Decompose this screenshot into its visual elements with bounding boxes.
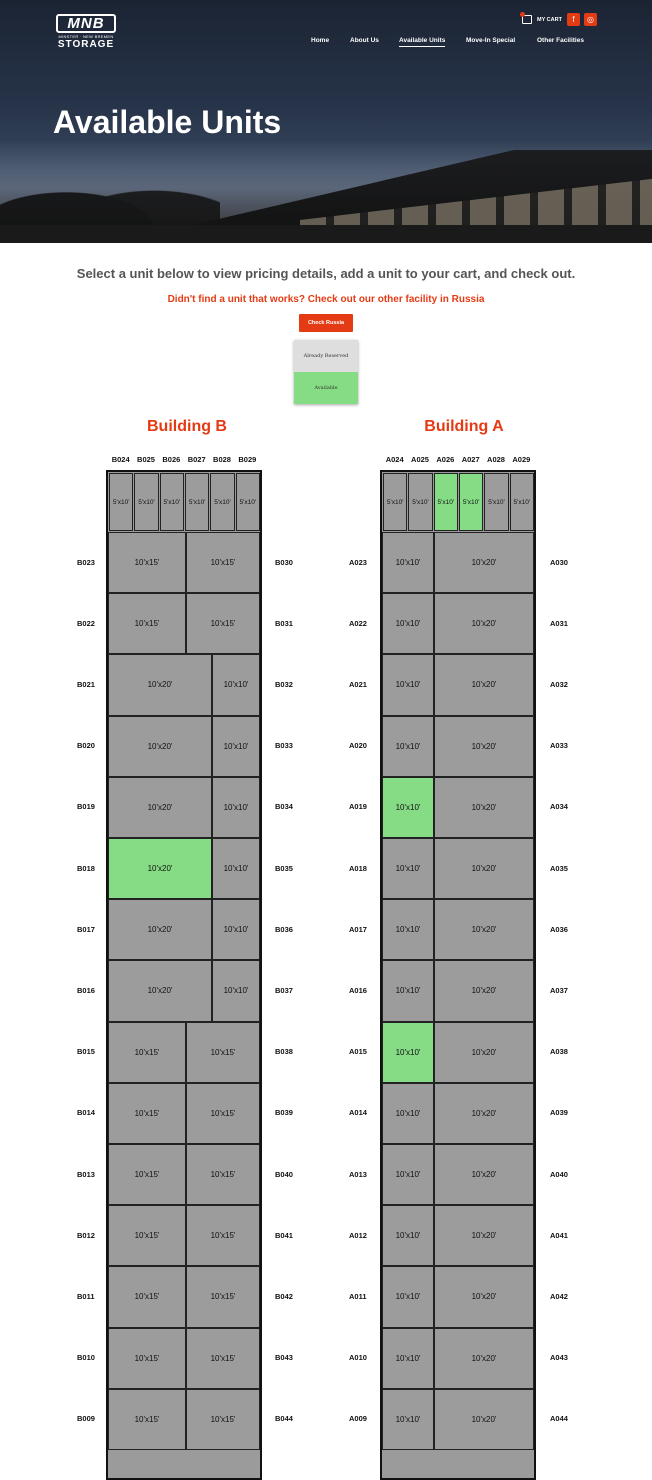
storage-unit-a026[interactable]: 5'x10': [434, 473, 458, 531]
storage-unit-a044[interactable]: 10'x20': [434, 1389, 534, 1450]
storage-unit-b044[interactable]: 10'x15': [186, 1389, 260, 1450]
unit-row-label: A022: [349, 618, 367, 628]
storage-unit-a014[interactable]: 10'x10': [382, 1083, 434, 1144]
unit-row-label: B043: [275, 1353, 293, 1363]
storage-unit-b030[interactable]: 10'x15': [186, 532, 260, 593]
unit-column-label: B026: [162, 455, 181, 464]
unit-row-label: A019: [349, 802, 367, 812]
storage-unit-b026[interactable]: 5'x10': [160, 473, 184, 531]
unit-row-label: A038: [550, 1047, 568, 1057]
storage-unit-b033[interactable]: 10'x10': [212, 716, 260, 777]
unit-row-label: B017: [77, 924, 95, 934]
storage-unit-a040[interactable]: 10'x20': [434, 1144, 534, 1205]
storage-unit-b037[interactable]: 10'x10': [212, 960, 260, 1021]
unit-row-label: B013: [77, 1169, 95, 1179]
storage-unit-a031[interactable]: 10'x20': [434, 593, 534, 654]
unit-column-label: B028: [213, 455, 231, 464]
unit-row-label: B033: [275, 741, 293, 751]
storage-unit-a018[interactable]: 10'x10': [382, 838, 434, 899]
unit-row-label: B034: [275, 802, 293, 812]
unit-row-label: A040: [550, 1169, 568, 1179]
storage-unit-b023[interactable]: 10'x15': [108, 532, 186, 593]
storage-unit-b034[interactable]: 10'x10': [212, 777, 260, 838]
storage-unit-b040[interactable]: 10'x15': [186, 1144, 260, 1205]
main-nav: [300, 36, 620, 48]
storage-unit-a035[interactable]: 10'x20': [434, 838, 534, 899]
unit-column-label: A025: [411, 455, 429, 464]
storage-unit-a032[interactable]: 10'x20': [434, 654, 534, 715]
instagram-icon[interactable]: ◎: [584, 13, 597, 26]
unit-row-label: B019: [77, 802, 95, 812]
storage-unit-b036[interactable]: 10'x10': [212, 899, 260, 960]
unit-row-label: A034: [550, 802, 568, 812]
storage-unit-b025[interactable]: 5'x10': [134, 473, 158, 531]
unit-row-label: B044: [275, 1414, 293, 1424]
storage-unit-a017[interactable]: 10'x10': [382, 899, 434, 960]
unit-row-label: B041: [275, 1230, 293, 1240]
unit-row-label: A044: [550, 1414, 568, 1424]
logo-word: STORAGE: [57, 39, 115, 50]
unit-row-label: A009: [349, 1414, 367, 1424]
storage-unit-b041[interactable]: 10'x15': [186, 1205, 260, 1266]
storage-unit-a027[interactable]: 5'x10': [459, 473, 483, 531]
storage-unit-b011[interactable]: 10'x15': [108, 1266, 186, 1327]
building-a-plan: [380, 470, 536, 1480]
unit-row-label: B040: [275, 1169, 293, 1179]
storage-unit-b019[interactable]: 10'x20': [108, 777, 212, 838]
storage-unit-a028[interactable]: 5'x10': [484, 473, 508, 531]
unit-column-label: B027: [187, 455, 206, 464]
unit-row-label: A023: [349, 557, 367, 567]
building-b-title: Building B: [147, 418, 227, 435]
storage-unit-a029[interactable]: 5'x10': [510, 473, 534, 531]
unit-row-label: A016: [349, 986, 367, 995]
hero-ground: [0, 225, 652, 243]
unit-row-label: A031: [550, 618, 568, 628]
storage-unit-b024[interactable]: 5'x10': [109, 473, 133, 531]
storage-unit-a009[interactable]: 10'x10': [382, 1389, 434, 1450]
unit-row-label: B012: [77, 1230, 95, 1240]
storage-unit-a039[interactable]: 10'x20': [434, 1083, 534, 1144]
unit-row-label: B011: [77, 1292, 95, 1301]
unit-column-label: B024: [111, 455, 130, 464]
storage-unit-b018[interactable]: 10'x20': [108, 838, 212, 899]
intro-text: Select a unit below to view pricing details, add a unit to your cart, and check out.: [76, 266, 576, 281]
unit-row-label: A012: [349, 1230, 367, 1240]
nav-about-us[interactable]: About Us: [350, 37, 379, 44]
unit-row-label: A032: [550, 680, 568, 689]
unit-column-label: A029: [512, 455, 531, 464]
legend-available: Available: [294, 372, 358, 404]
storage-unit-a010[interactable]: 10'x10': [382, 1328, 434, 1389]
storage-unit-a037[interactable]: 10'x20': [434, 960, 534, 1021]
unit-row-label: B031: [275, 618, 293, 628]
storage-unit-b022[interactable]: 10'x15': [108, 593, 186, 654]
storage-unit-b017[interactable]: 10'x20': [108, 899, 212, 960]
storage-unit-b029[interactable]: 5'x10': [236, 473, 260, 531]
storage-unit-b009[interactable]: 10'x15': [108, 1389, 186, 1450]
unit-row-label: A033: [550, 741, 568, 751]
storage-unit-b035[interactable]: 10'x10': [212, 838, 260, 899]
site-logo[interactable]: [56, 14, 116, 48]
storage-unit-a016[interactable]: 10'x10': [382, 960, 434, 1021]
storage-unit-a036[interactable]: 10'x20': [434, 899, 534, 960]
storage-unit-b012[interactable]: 10'x15': [108, 1205, 186, 1266]
unit-row-label: A039: [550, 1108, 568, 1118]
storage-unit-a038[interactable]: 10'x20': [434, 1022, 534, 1083]
storage-unit-a023[interactable]: 10'x10': [382, 532, 434, 593]
unit-row-label: A042: [550, 1292, 568, 1301]
storage-unit-a042[interactable]: 10'x20': [434, 1266, 534, 1327]
check-russia-button[interactable]: Check Russia: [299, 314, 353, 332]
storage-unit-b032[interactable]: 10'x10': [212, 654, 260, 715]
storage-unit-b027[interactable]: 5'x10': [185, 473, 209, 531]
storage-unit-a022[interactable]: 10'x10': [382, 593, 434, 654]
unit-row-label: B021: [77, 680, 95, 689]
unit-row-label: A035: [550, 863, 568, 873]
storage-unit-b042[interactable]: 10'x15': [186, 1266, 260, 1327]
unit-row-label: B016: [77, 986, 95, 995]
nav-available-units[interactable]: Available Units: [399, 36, 445, 47]
unit-column-label: A026: [436, 455, 455, 464]
storage-unit-a013[interactable]: 10'x10': [382, 1144, 434, 1205]
storage-unit-a020[interactable]: 10'x10': [382, 716, 434, 777]
unit-row-label: B010: [77, 1353, 95, 1363]
unit-row-label: B039: [275, 1108, 293, 1118]
unit-row-label: A011: [349, 1292, 367, 1301]
storage-unit-a025[interactable]: 5'x10': [408, 473, 432, 531]
unit-row-label: A013: [349, 1169, 367, 1179]
storage-unit-a019[interactable]: 10'x10': [382, 777, 434, 838]
storage-unit-b031[interactable]: 10'x15': [186, 593, 260, 654]
unit-row-label: B020: [77, 741, 95, 751]
storage-unit-a041[interactable]: 10'x20': [434, 1205, 534, 1266]
legend-reserved: Already Reserved: [294, 340, 358, 372]
storage-unit-b043[interactable]: 10'x15': [186, 1328, 260, 1389]
unit-row-label: A037: [550, 986, 568, 995]
unit-column-label: B025: [137, 455, 155, 464]
unit-row-label: B023: [77, 557, 95, 567]
other-facility-notice: Didn't find a unit that works? Check out our other facility in Russia: [167, 294, 485, 305]
unit-column-label: A027: [461, 455, 480, 464]
page-title: Available Units: [53, 104, 282, 140]
storage-unit-b010[interactable]: 10'x15': [108, 1328, 186, 1389]
unit-row-label: A015: [349, 1047, 367, 1057]
unit-row-label: B018: [77, 863, 95, 873]
storage-unit-a034[interactable]: 10'x20': [434, 777, 534, 838]
unit-row-label: B032: [275, 680, 293, 689]
unit-column-label: B029: [238, 455, 257, 464]
cart-link[interactable]: [522, 13, 562, 27]
storage-unit-b039[interactable]: 10'x15': [186, 1083, 260, 1144]
unit-row-label: B037: [275, 986, 293, 995]
unit-row-label: A041: [550, 1230, 568, 1240]
cart-icon: [522, 15, 532, 24]
unit-row-label: B009: [77, 1414, 95, 1424]
unit-row-label: A036: [550, 924, 568, 934]
unit-row-label: B022: [77, 618, 95, 628]
storage-unit-a015[interactable]: 10'x10': [382, 1022, 434, 1083]
storage-unit-a021[interactable]: 10'x10': [382, 654, 434, 715]
unit-row-label: A014: [349, 1108, 367, 1118]
unit-row-label: A017: [349, 924, 367, 934]
unit-row-label: A030: [550, 557, 568, 567]
nav-other-facilities[interactable]: Other Facilities: [537, 37, 584, 44]
building-a-title: Building A: [424, 418, 504, 435]
unit-row-label: B015: [77, 1047, 95, 1057]
cart-label: MY CART: [537, 17, 562, 23]
unit-row-label: A021: [349, 680, 367, 689]
storage-unit-b016[interactable]: 10'x20': [108, 960, 212, 1021]
logo-mark: MNB: [56, 14, 116, 33]
storage-unit-a033[interactable]: 10'x20': [434, 716, 534, 777]
unit-column-label: A024: [385, 455, 404, 464]
storage-unit-b028[interactable]: 5'x10': [210, 473, 234, 531]
hero-banner: [0, 0, 652, 243]
storage-unit-a012[interactable]: 10'x10': [382, 1205, 434, 1266]
unit-row-label: B035: [275, 863, 293, 873]
storage-unit-a011[interactable]: 10'x10': [382, 1266, 434, 1327]
unit-row-label: B038: [275, 1047, 293, 1057]
storage-unit-a030[interactable]: 10'x20': [434, 532, 534, 593]
cart-badge: [520, 12, 525, 17]
unit-row-label: A010: [349, 1353, 367, 1363]
unit-row-label: B014: [77, 1108, 95, 1118]
unit-row-label: B042: [275, 1292, 293, 1301]
storage-unit-b021[interactable]: 10'x20': [108, 654, 212, 715]
facebook-icon[interactable]: f: [567, 13, 580, 26]
storage-unit-b020[interactable]: 10'x20': [108, 716, 212, 777]
unit-legend: [294, 340, 358, 404]
unit-row-label: A020: [349, 741, 367, 751]
storage-unit-b013[interactable]: 10'x15': [108, 1144, 186, 1205]
building-b-plan: [106, 470, 262, 1480]
logo-tagline: MINSTER · NEW BREMEN: [58, 34, 114, 39]
storage-unit-a043[interactable]: 10'x20': [434, 1328, 534, 1389]
storage-unit-b014[interactable]: 10'x15': [108, 1083, 186, 1144]
nav-move-in-special[interactable]: Move-In Special: [466, 37, 516, 44]
unit-row-label: A043: [550, 1353, 568, 1363]
nav-home[interactable]: Home: [311, 37, 330, 44]
storage-unit-b015[interactable]: 10'x15': [108, 1022, 186, 1083]
unit-row-label: B036: [275, 924, 293, 934]
unit-row-label: B030: [275, 557, 293, 567]
storage-unit-b038[interactable]: 10'x15': [186, 1022, 260, 1083]
unit-column-label: A028: [487, 455, 505, 464]
unit-row-label: A018: [349, 863, 367, 873]
storage-unit-a024[interactable]: 5'x10': [383, 473, 407, 531]
